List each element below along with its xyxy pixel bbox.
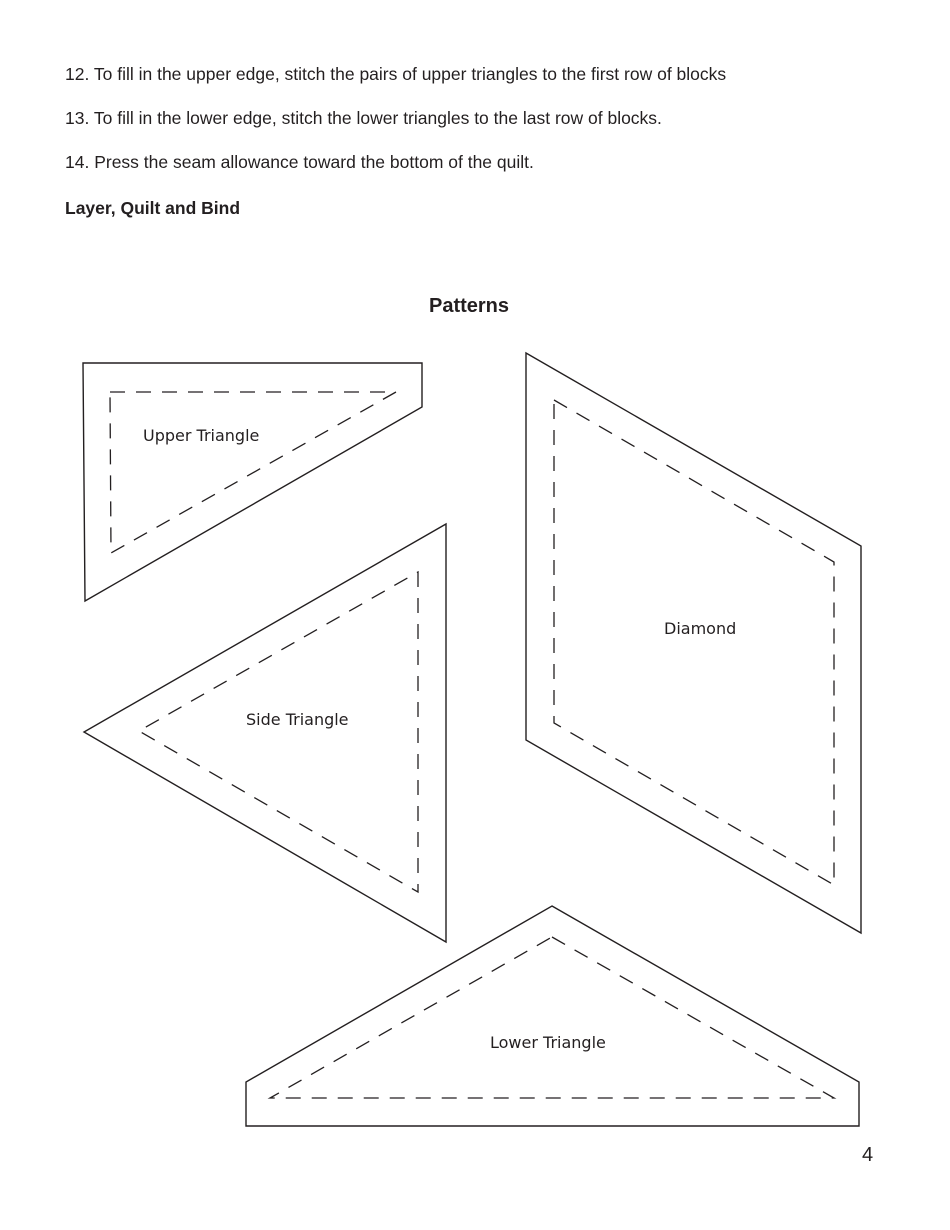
- upper-triangle-label: Upper Triangle: [143, 426, 260, 445]
- page-number: 4: [862, 1144, 874, 1166]
- patterns-title: Patterns: [428, 295, 510, 317]
- upper-triangle-pattern: [83, 363, 422, 601]
- diamond-pattern: [526, 353, 861, 933]
- section-heading: Layer, Quilt and Bind: [65, 198, 241, 218]
- instruction-step-12: 12. To fill in the upper edge, stitch the pairs of upper triangles to the first row of blocks: [65, 64, 727, 84]
- lower-triangle-seam-line: [270, 937, 834, 1098]
- side-triangle-pattern: [84, 524, 446, 942]
- lower-triangle-cut-line: [246, 906, 859, 1126]
- diamond-seam-line: [554, 400, 834, 885]
- side-triangle-label: Side Triangle: [246, 710, 349, 729]
- instruction-step-14: 14. Press the seam allowance toward the bottom of the quilt.: [65, 152, 534, 172]
- lower-triangle-label: Lower Triangle: [490, 1033, 606, 1052]
- side-triangle-cut-line: [84, 524, 446, 942]
- diamond-label: Diamond: [664, 619, 737, 638]
- upper-triangle-seam-line: [110, 392, 396, 553]
- lower-triangle-pattern: [246, 906, 859, 1126]
- diamond-cut-line: [526, 353, 861, 933]
- upper-triangle-cut-line: [83, 363, 422, 601]
- instruction-step-13: 13. To fill in the lower edge, stitch the lower triangles to the last row of blocks.: [65, 108, 662, 128]
